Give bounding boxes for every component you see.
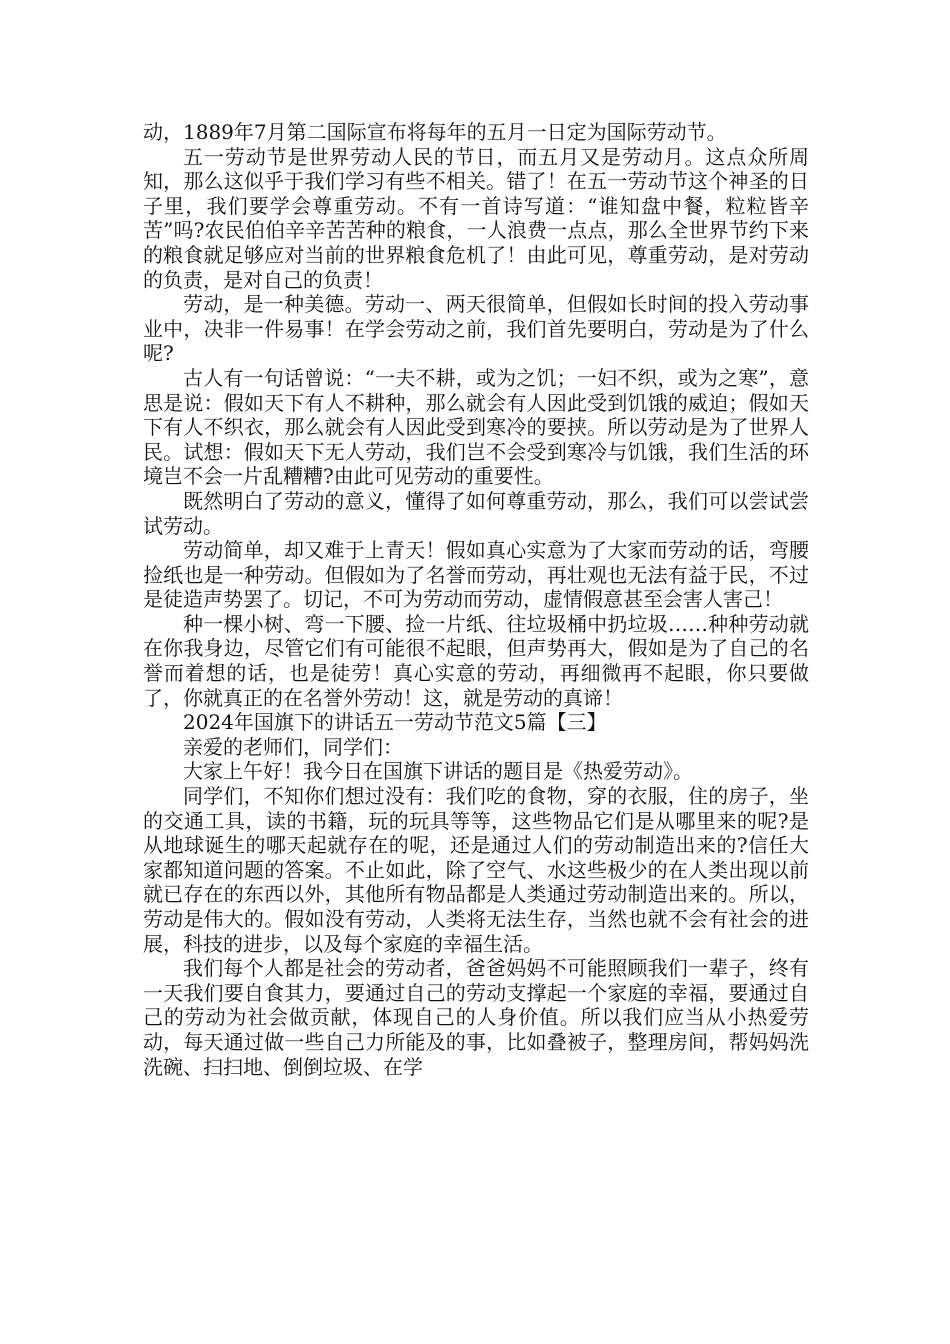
paragraph: 大家上午好！我今日在国旗下讲话的题目是《热爱劳动》。 [183,759,693,784]
paragraph: 劳动简单，却又难于上青天！假如真心实意为了大家而劳动的话，弯腰捡纸也是一种劳动。但假如为了名誉而劳动，再壮观也无法有益于民，不过是徒造声势罢了。切记，不可为劳动而劳动，虚情假意甚至会害人害己！ [143,538,809,612]
paragraph: 古人有一句话曾说：“一夫不耕，或为之饥；一妇不织，或为之寒”，意思是说：假如天下有人不耕种，那么就会有人因此受到饥饿的威迫；假如天下有人不织衣，那么就会有人因此受到寒冷的要挟。所以劳动是为了世界人民。试想：假如天下无人劳动，我们岂不会受到寒冷与饥饿，我们生活的环境岂不会一片乱糟糟?由此可见劳动的重要性。 [143,365,809,489]
salutation: 亲爱的老师们，同学们： [183,734,403,759]
paragraph: 劳动，是一种美德。劳动一、两天很简单，但假如长时间的投入劳动事业中，决非一件易事！在学会劳动之前，我们首先要明白，劳动是为了什么呢? [143,292,809,366]
paragraph: 同学们，不知你们想过没有：我们吃的食物，穿的衣服，住的房子，坐的交通工具，读的书籍，玩的玩具等等，这些物品它们是从哪里来的呢?是从地球诞生的哪天起就存在的呢，还是通过人们的劳动制造出来的?信任大家都知道问题的答案。不止如此，除了空气、水这些极少的在人类出现以前就已存在的东西以外，其他所有物品都是人类通过劳动制造出来的。所以，劳动是伟大的。假如没有劳动，人类将无法生存，当然也就不会有社会的进展，科技的进步，以及每个家庭的幸福生活。 [143,784,809,956]
document-page [143,120,809,1079]
paragraph-continuation: 动，1889年7月第二国际宣布将每年的五月一日定为国际劳动节。 [143,120,727,144]
paragraph: 种一棵小树、弯一下腰、捡一片纸、往垃圾桶中扔垃圾……种种劳动就在你我身边，尽管它们有可能很不起眼，但声势再大，假如是为了自己的名誉而着想的话，也是徒劳！真心实意的劳动，再细微再不起眼，你只要做了，你就真正的在名誉外劳动！这，就是劳动的真谛！ [143,611,809,710]
paragraph: 我们每个人都是社会的劳动者，爸爸妈妈不可能照顾我们一辈子，终有一天我们要自食其力，要通过自己的劳动支撑起一个家庭的幸福，要通过自己的劳动为社会做贡献，体现自己的人身价值。所以我们应当从小热爱劳动，每天通过做一些自己力所能及的事，比如叠被子，整理房间，帮妈妈洗洗碗、扫扫地、倒倒垃圾、在学 [143,956,809,1079]
paragraph: 既然明白了劳动的意义，懂得了如何尊重劳动，那么，我们可以尝试尝试劳动。 [143,488,809,538]
section-heading: 2024年国旗下的讲话五一劳动节范文5篇【三】 [183,710,607,735]
paragraph: 五一劳动节是世界劳动人民的节日，而五月又是劳动月。这点众所周知，那么这似乎于我们学习有些不相关。错了！在五一劳动节这个神圣的日子里，我们要学会尊重劳动。不有一首诗写道：“谁知盘中餐，粒粒皆辛苦”吗?农民伯伯辛辛苦苦种的粮食，一人浪费一点点，那么全世界节约下来的粮食就足够应对当前的世界粮食危机了！由此可见，尊重劳动，是对劳动的负责，是对自己的负责！ [143,144,809,292]
